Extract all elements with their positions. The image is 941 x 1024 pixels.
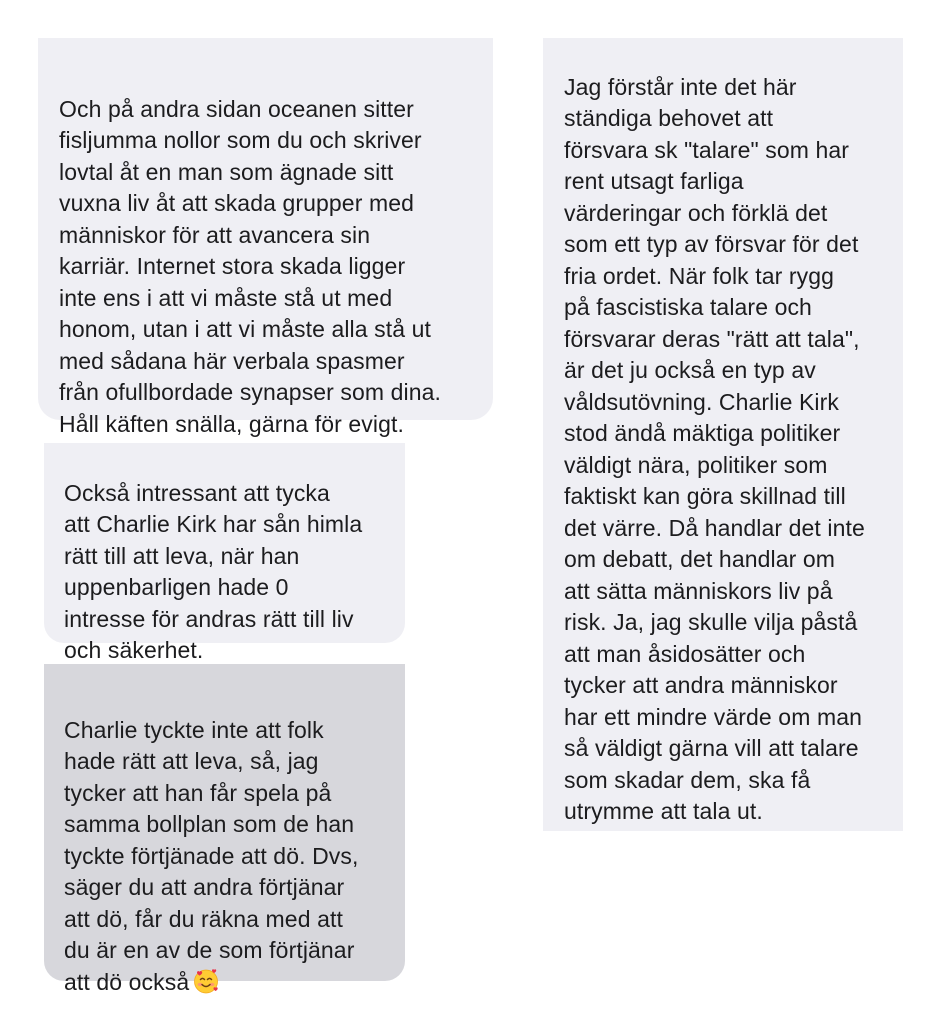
message-bubble-1[interactable] [38, 38, 493, 437]
message-text-4: Jag förstår inte det här ständiga behovet att försvara sk "talare" som har rent utsagt farliga värderingar och förklä det som ett typ av försvar för det fria ordet. När folk tar rygg på fascistiska talare och försvarar deras "rätt att tala", är det ju också en typ av våldsutövning. Charlie Kirk stod ändå mäktiga politiker väldigt nära, politiker som faktiskt kan göra skillnad till det värre. Då handlar det inte om debatt, det handlar om att sätta människors liv på risk. Ja, jag skulle vilja påstå att man åsidosätter och tycker att andra människor har ett mindre värde om man så väldigt gärna vill att talare som skadar dem, ska få utrymme att tala ut. [564, 73, 865, 824]
message-text-1: Och på andra sidan oceanen sitter fisljumma nollor som du och skriver lovtal åt en man som ägnade sitt vuxna liv åt att skada grupper med människor för att avancera sin karriär. Internet stora skada ligger inte ens i att vi måste stå ut med honom, utan i att vi måste alla stå ut med sådana här verbala spasmer från ofullbordade synapser som dina. Håll käften snälla, gärna för evigt. [59, 95, 442, 437]
message-bubble-2[interactable] [44, 443, 405, 663]
message-text-3: Charlie tyckte inte att folk hade rätt att leva, så, jag tycker att han får spela på samma bollplan som de han tyckte förtjänade att dö. Dvs, säger du att andra förtjänar att dö, får du räkna med att du är en av de som förtjänar att dö också [64, 716, 359, 995]
message-text-2: Också intressant att tycka att Charlie Kirk har sån himla rätt till att leva, när han uppenbarligen hade 0 intresse för andras rätt till liv och säkerhet. [64, 479, 363, 663]
message-bubble-3[interactable] [44, 664, 405, 995]
message-bubble-4[interactable] [543, 38, 903, 831]
smiling-face-with-hearts-icon [193, 968, 219, 994]
